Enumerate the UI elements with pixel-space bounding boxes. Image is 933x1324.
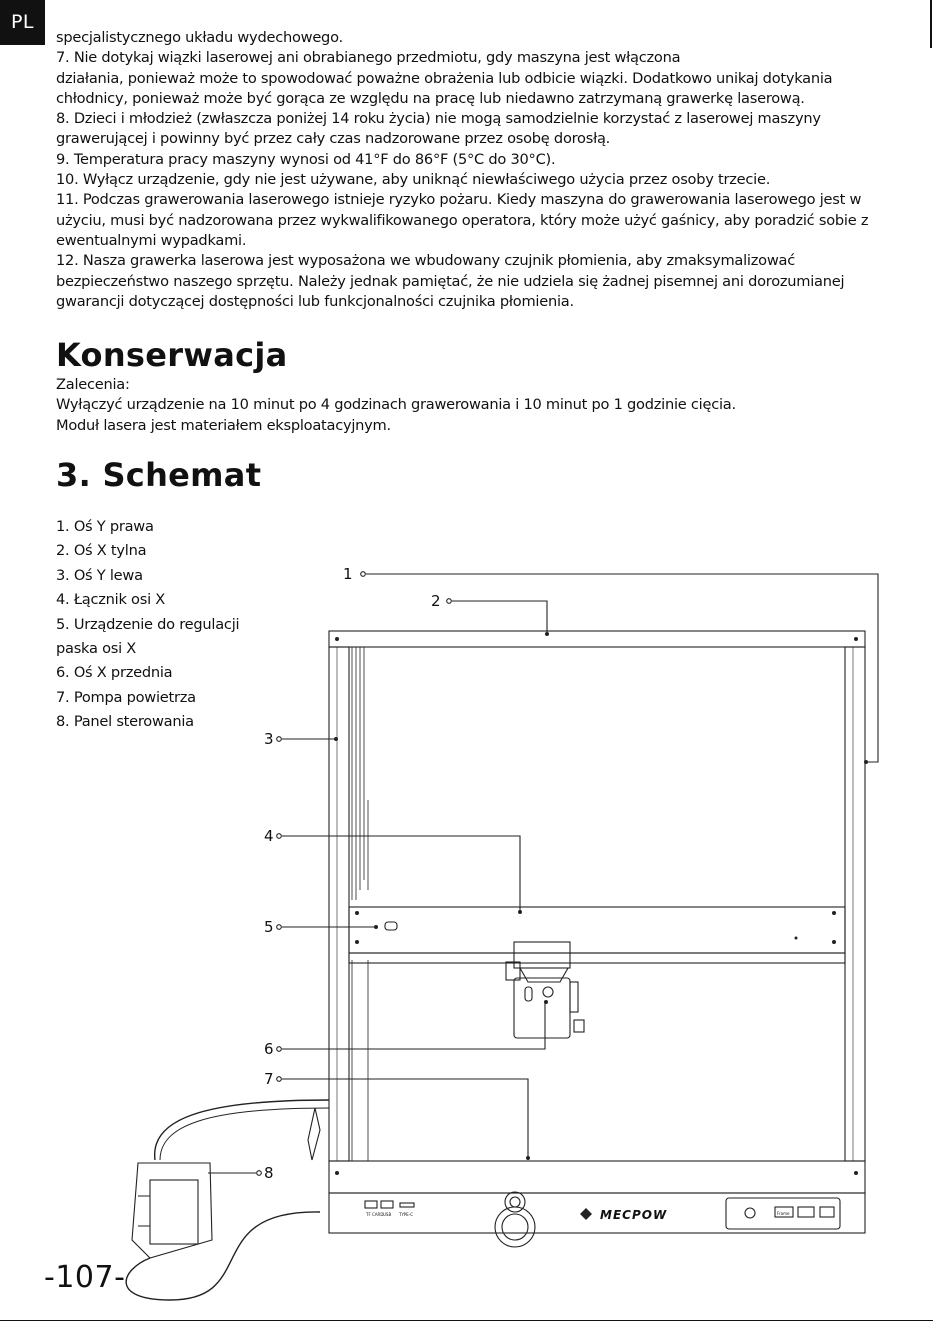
paragraph: specjalistycznego układu wydechowego. xyxy=(56,29,343,46)
schematic-heading: 3. Schemat xyxy=(56,456,262,494)
maintenance-heading: Konserwacja xyxy=(56,336,288,374)
legend-item: 5. Urządzenie do regulacji xyxy=(56,615,240,633)
maintenance-line: Wyłączyć urządzenie na 10 minut po 4 godzinach grawerowania i 10 minut po 1 godzinie cięcia. xyxy=(56,396,736,414)
y-axis-belt xyxy=(352,647,368,1161)
brand-mark-icon xyxy=(580,1208,592,1220)
port-label: TF CARD xyxy=(366,1212,384,1217)
x-axis-gantry xyxy=(349,907,845,963)
paragraph: 8. Dzieci i młodzież (zwłaszcza poniżej 14 roku życia) nie mogą samodzielnie korzystać z laserowej maszyny grawerującej i powinny być przez cały czas nadzorowane przez osobę dorosłą. xyxy=(56,110,821,148)
paragraph: 9. Temperatura pracy maszyny wynosi od 41°F do 86°F (5°C do 30°C). xyxy=(56,150,556,168)
legend-item: paska osi X xyxy=(56,640,137,658)
maintenance-line: Moduł lasera jest materiałem eksploatacyjnym. xyxy=(56,416,391,434)
paragraph: działania, ponieważ może to spowodować poważne obrażenia lub odbicie wiązki. Dodatkowo unikaj dotykania chłodnicy, ponieważ może być gorąca ze względu na pracę lub niedawno zatrzymaną grawerkę laserową. xyxy=(56,69,833,107)
legend-item: 1. Oś Y prawa xyxy=(56,518,154,535)
port-label: USB xyxy=(383,1212,392,1217)
callout-number: 6 xyxy=(264,1040,274,1058)
callout-leaders xyxy=(208,572,878,1176)
machine-frame xyxy=(329,631,865,1233)
legend-item: 7. Pompa powietrza xyxy=(56,688,196,706)
callout-number: 5 xyxy=(264,918,274,936)
paragraph: 11. Podczas grawerowania laserowego istnieje ryzyko pożaru. Kiedy maszyna do grawerowania laserowego jest w użyciu, musi być nadzorowana przez wykwalifikowanego operatora, który może użyć gaśnicy, aby poradzić sobie z ewentualnymi wypadkami. xyxy=(56,191,869,249)
air-pump xyxy=(126,1100,329,1300)
legend-item: 6. Oś X przednia xyxy=(56,664,173,682)
legend-item: 4. Łącznik osi X xyxy=(56,591,166,609)
paragraph: 10. Wyłącz urządzenie, gdy nie jest używane, aby uniknąć niewłaściwego użycia przez osoby trzecie. xyxy=(56,171,771,189)
page-number: -107- xyxy=(44,1260,126,1295)
paragraph: 7. Nie dotykaj wiązki laserowej ani obrabianego przedmiotu, gdy maszyna jest włączona xyxy=(56,49,681,67)
callout-number: 8 xyxy=(264,1164,274,1182)
port-label: TYPE-C xyxy=(399,1212,414,1217)
callout-number: 2 xyxy=(431,592,441,610)
callout-number: 1 xyxy=(343,565,353,583)
brand-logo: MECPOW xyxy=(600,1208,668,1222)
callout-number: 7 xyxy=(264,1070,274,1088)
legend-item: 3. Oś Y lewa xyxy=(56,566,143,584)
language-tab: PL xyxy=(0,0,45,45)
bottom-rule xyxy=(0,1320,933,1321)
callout-number: 3 xyxy=(264,730,274,748)
callout-number: 4 xyxy=(264,827,274,845)
legend-item: 2. Oś X tylna xyxy=(56,542,147,560)
paragraph: 12. Nasza grawerka laserowa jest wyposażona we wbudowany czujnik płomienia, aby zmaksymalizować bezpieczeństwo naszego sprzętu. Należy jednak pamiętać, że nie udziela się żadnej pisemnej ani dorozumianej gwarancji dotyczącej dostępności lub funkcjonalności czujnika płomienia. xyxy=(56,252,845,310)
maintenance-line: Zalecenia: xyxy=(56,376,130,393)
screws xyxy=(334,632,868,1175)
legend-item: 8. Panel sterowania xyxy=(56,713,194,731)
frame-button-label: Frame xyxy=(777,1211,790,1216)
